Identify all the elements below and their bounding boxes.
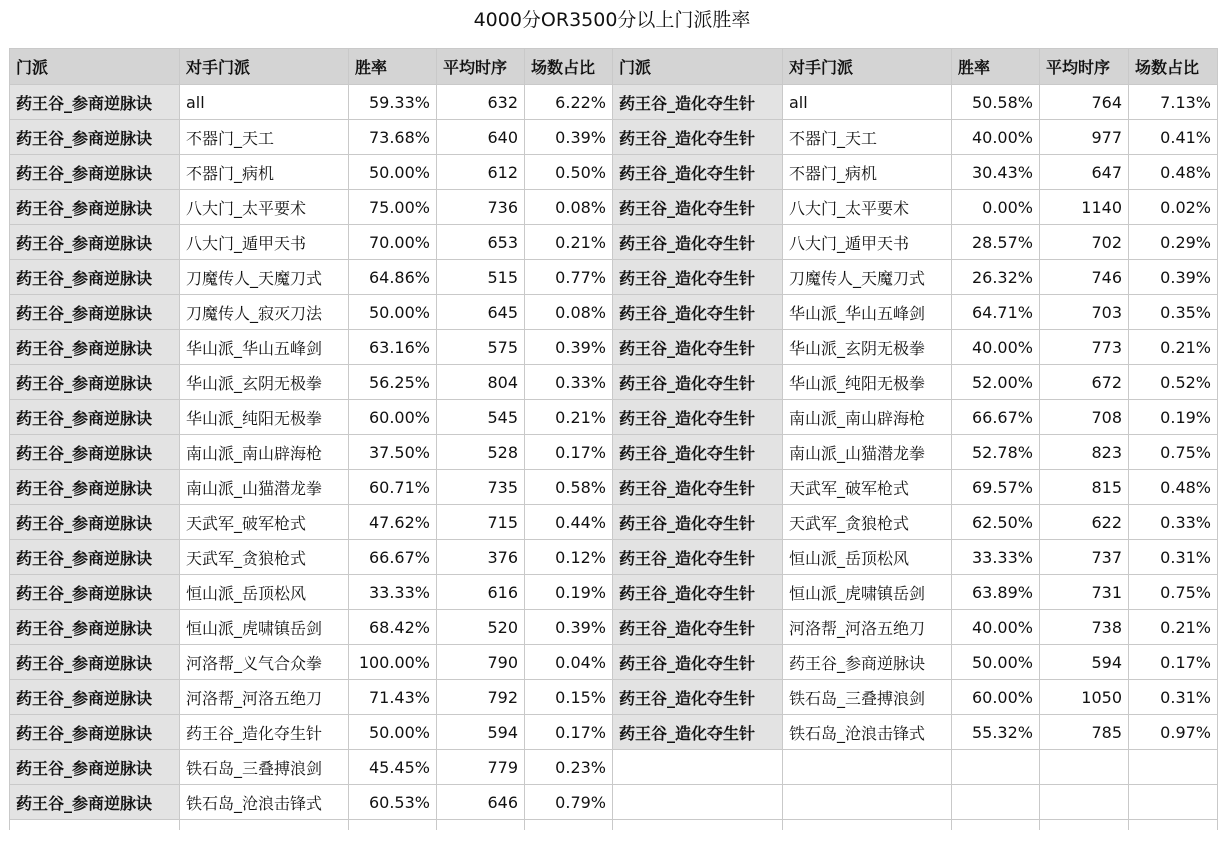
opponent-cell: 华山派_华山五峰剑 [180,330,349,365]
table-row [10,120,1218,155]
table-row [10,540,1218,575]
sect-cell: 药王谷_参商逆脉诀 [10,505,180,540]
share-cell: 0.75% [1129,575,1218,610]
avg-time-cell: 622 [1040,505,1129,540]
table-row [10,680,1218,715]
win-rate-cell: 37.50% [349,435,437,470]
win-rate-cell: 60.71% [349,470,437,505]
sect-cell: 药王谷_造化夺生针 [613,610,783,645]
avg-time-cell: 528 [437,435,525,470]
sect-cell: 药王谷_参商逆脉诀 [10,260,180,295]
table-row [10,435,1218,470]
table-row [10,260,1218,295]
win-rate-cell: 50.00% [952,645,1040,680]
avg-time-cell: 738 [1040,610,1129,645]
win-rate-cell: 66.67% [349,540,437,575]
opponent-cell: 铁石岛_沧浪击锋式 [180,785,349,820]
sect-cell: 药王谷_造化夺生针 [613,575,783,610]
avg-time-cell: 792 [437,680,525,715]
share-cell: 0.79% [525,785,613,820]
empty-cell [180,820,349,830]
sect-cell: 药王谷_参商逆脉诀 [10,470,180,505]
win-rate-cell: 30.43% [952,155,1040,190]
opponent-cell: 恒山派_岳顶松风 [180,575,349,610]
opponent-cell: 天武军_破军枪式 [180,505,349,540]
avg-time-cell: 646 [437,785,525,820]
avg-time-cell: 746 [1040,260,1129,295]
sect-cell: 药王谷_参商逆脉诀 [10,85,180,120]
opponent-cell: 南山派_山猫潜龙拳 [783,435,952,470]
header-avg-time: 平均时序 [1040,49,1129,85]
empty-cell [1129,750,1218,785]
avg-time-cell: 977 [1040,120,1129,155]
opponent-cell: 恒山派_虎啸镇岳剑 [180,610,349,645]
empty-cell [952,820,1040,830]
opponent-cell: 河洛帮_河洛五绝刀 [783,610,952,645]
avg-time-cell: 640 [437,120,525,155]
avg-time-cell: 645 [437,295,525,330]
opponent-cell: all [180,85,349,120]
share-cell: 0.33% [525,365,613,400]
sect-cell: 药王谷_造化夺生针 [613,295,783,330]
share-cell: 0.19% [525,575,613,610]
share-cell: 0.21% [525,400,613,435]
empty-cell [783,785,952,820]
avg-time-cell: 653 [437,225,525,260]
avg-time-cell: 735 [437,470,525,505]
empty-cell [1129,820,1218,830]
share-cell: 0.48% [1129,470,1218,505]
avg-time-cell: 779 [437,750,525,785]
avg-time-cell: 647 [1040,155,1129,190]
empty-cell [952,785,1040,820]
sect-cell: 药王谷_参商逆脉诀 [10,400,180,435]
opponent-cell: 不器门_天工 [783,120,952,155]
sect-cell: 药王谷_参商逆脉诀 [10,190,180,225]
share-cell: 0.77% [525,260,613,295]
opponent-cell: 南山派_南山辟海枪 [783,400,952,435]
sect-cell: 药王谷_造化夺生针 [613,540,783,575]
share-cell: 0.29% [1129,225,1218,260]
win-rate-cell: 63.89% [952,575,1040,610]
opponent-cell: 华山派_纯阳无极拳 [783,365,952,400]
share-cell: 0.04% [525,645,613,680]
sect-cell: 药王谷_造化夺生针 [613,715,783,750]
win-rate-cell: 60.53% [349,785,437,820]
share-cell: 0.39% [525,330,613,365]
table-row [10,505,1218,540]
sect-cell: 药王谷_参商逆脉诀 [10,645,180,680]
share-cell: 7.13% [1129,85,1218,120]
sect-cell: 药王谷_参商逆脉诀 [10,715,180,750]
opponent-cell: 铁石岛_三叠搏浪剑 [180,750,349,785]
opponent-cell: 八大门_太平要术 [783,190,952,225]
avg-time-cell: 672 [1040,365,1129,400]
opponent-cell: 河洛帮_河洛五绝刀 [180,680,349,715]
avg-time-cell: 764 [1040,85,1129,120]
sect-cell: 药王谷_参商逆脉诀 [10,540,180,575]
share-cell: 0.19% [1129,400,1218,435]
win-rate-table [9,48,1218,830]
avg-time-cell: 612 [437,155,525,190]
avg-time-cell: 594 [437,715,525,750]
sect-cell: 药王谷_参商逆脉诀 [10,120,180,155]
sect-cell: 药王谷_参商逆脉诀 [10,330,180,365]
win-rate-cell: 28.57% [952,225,1040,260]
avg-time-cell: 804 [437,365,525,400]
empty-cell [1129,785,1218,820]
win-rate-cell: 50.00% [349,295,437,330]
share-cell: 0.58% [525,470,613,505]
sect-cell: 药王谷_造化夺生针 [613,365,783,400]
sect-cell: 药王谷_造化夺生针 [613,85,783,120]
header-win-rate: 胜率 [349,49,437,85]
avg-time-cell: 1140 [1040,190,1129,225]
share-cell: 0.35% [1129,295,1218,330]
sect-cell: 药王谷_参商逆脉诀 [10,575,180,610]
win-rate-cell: 63.16% [349,330,437,365]
sect-cell: 药王谷_造化夺生针 [613,400,783,435]
empty-cell [525,820,613,830]
opponent-cell: 铁石岛_三叠搏浪剑 [783,680,952,715]
opponent-cell: 刀魔传人_天魔刀式 [783,260,952,295]
sect-cell: 药王谷_造化夺生针 [613,225,783,260]
avg-time-cell: 736 [437,190,525,225]
win-rate-cell: 50.00% [349,155,437,190]
avg-time-cell: 715 [437,505,525,540]
opponent-cell: 药王谷_参商逆脉诀 [783,645,952,680]
win-rate-cell: 52.78% [952,435,1040,470]
table-row [10,400,1218,435]
empty-cell [10,820,180,830]
share-cell: 0.21% [525,225,613,260]
share-cell: 0.41% [1129,120,1218,155]
share-cell: 0.39% [1129,260,1218,295]
avg-time-cell: 376 [437,540,525,575]
win-rate-cell: 64.86% [349,260,437,295]
empty-cell [1040,750,1129,785]
header-row [10,49,1218,85]
sect-cell: 药王谷_造化夺生针 [613,505,783,540]
win-rate-cell: 50.58% [952,85,1040,120]
share-cell: 0.50% [525,155,613,190]
page-title: 4000分OR3500分以上门派胜率 [473,9,751,31]
win-rate-cell: 40.00% [952,610,1040,645]
opponent-cell: 刀魔传人_寂灭刀法 [180,295,349,330]
win-rate-cell: 69.57% [952,470,1040,505]
share-cell: 6.22% [525,85,613,120]
share-cell: 0.97% [1129,715,1218,750]
empty-cell [1040,785,1129,820]
win-rate-cell: 26.32% [952,260,1040,295]
opponent-cell: 刀魔传人_天魔刀式 [180,260,349,295]
header-share: 场数占比 [525,49,613,85]
opponent-cell: 八大门_太平要术 [180,190,349,225]
opponent-cell: 不器门_病机 [180,155,349,190]
sect-cell: 药王谷_参商逆脉诀 [10,680,180,715]
opponent-cell: 华山派_华山五峰剑 [783,295,952,330]
empty-cell [783,820,952,830]
sect-cell: 药王谷_参商逆脉诀 [10,365,180,400]
table-row [10,225,1218,260]
table-row [10,365,1218,400]
share-cell: 0.12% [525,540,613,575]
table-row [10,330,1218,365]
table-row [10,190,1218,225]
win-rate-cell: 56.25% [349,365,437,400]
opponent-cell: 南山派_南山辟海枪 [180,435,349,470]
header-sect: 门派 [613,49,783,85]
share-cell: 0.48% [1129,155,1218,190]
win-rate-cell: 75.00% [349,190,437,225]
sect-cell: 药王谷_造化夺生针 [613,435,783,470]
opponent-cell: 恒山派_虎啸镇岳剑 [783,575,952,610]
win-rate-cell: 59.33% [349,85,437,120]
avg-time-cell: 703 [1040,295,1129,330]
table-row-partial [10,820,1218,830]
share-cell: 0.08% [525,295,613,330]
sect-cell: 药王谷_参商逆脉诀 [10,750,180,785]
sect-cell: 药王谷_造化夺生针 [613,155,783,190]
table-row [10,295,1218,330]
avg-time-cell: 790 [437,645,525,680]
win-rate-cell: 33.33% [952,540,1040,575]
avg-time-cell: 773 [1040,330,1129,365]
opponent-cell: 不器门_病机 [783,155,952,190]
empty-cell [613,750,783,785]
share-cell: 0.31% [1129,680,1218,715]
empty-cell [613,820,783,830]
share-cell: 0.21% [1129,330,1218,365]
opponent-cell: 八大门_遁甲天书 [783,225,952,260]
avg-time-cell: 632 [437,85,525,120]
empty-cell [952,750,1040,785]
empty-cell [437,820,525,830]
win-rate-cell: 40.00% [952,330,1040,365]
share-cell: 0.39% [525,610,613,645]
win-rate-cell: 64.71% [952,295,1040,330]
share-cell: 0.52% [1129,365,1218,400]
empty-cell [349,820,437,830]
share-cell: 0.08% [525,190,613,225]
avg-time-cell: 515 [437,260,525,295]
win-rate-cell: 71.43% [349,680,437,715]
sect-cell: 药王谷_造化夺生针 [613,330,783,365]
opponent-cell: 天武军_破军枪式 [783,470,952,505]
win-rate-cell: 33.33% [349,575,437,610]
header-opponent: 对手门派 [783,49,952,85]
opponent-cell: 河洛帮_义气合众拳 [180,645,349,680]
win-rate-cell: 45.45% [349,750,437,785]
win-rate-cell: 55.32% [952,715,1040,750]
win-rate-cell: 100.00% [349,645,437,680]
sect-cell: 药王谷_参商逆脉诀 [10,295,180,330]
table-row [10,85,1218,120]
empty-cell [1040,820,1129,830]
table-body [10,85,1218,830]
sect-cell: 药王谷_参商逆脉诀 [10,155,180,190]
table-row [10,575,1218,610]
win-rate-cell: 50.00% [349,715,437,750]
avg-time-cell: 545 [437,400,525,435]
win-rate-cell: 66.67% [952,400,1040,435]
avg-time-cell: 737 [1040,540,1129,575]
table-row [10,610,1218,645]
avg-time-cell: 731 [1040,575,1129,610]
win-rate-cell: 40.00% [952,120,1040,155]
share-cell: 0.15% [525,680,613,715]
table-row [10,785,1218,820]
win-rate-cell: 73.68% [349,120,437,155]
opponent-cell: 八大门_遁甲天书 [180,225,349,260]
opponent-cell: 华山派_玄阴无极拳 [180,365,349,400]
opponent-cell: 药王谷_造化夺生针 [180,715,349,750]
table-row [10,645,1218,680]
header-sect: 门派 [10,49,180,85]
sect-cell: 药王谷_参商逆脉诀 [10,610,180,645]
share-cell: 0.44% [525,505,613,540]
opponent-cell: 恒山派_岳顶松风 [783,540,952,575]
opponent-cell: all [783,85,952,120]
share-cell: 0.31% [1129,540,1218,575]
share-cell: 0.17% [525,435,613,470]
share-cell: 0.23% [525,750,613,785]
share-cell: 0.33% [1129,505,1218,540]
header-win-rate: 胜率 [952,49,1040,85]
share-cell: 0.17% [525,715,613,750]
opponent-cell: 天武军_贪狼枪式 [783,505,952,540]
win-rate-cell: 70.00% [349,225,437,260]
table-row [10,750,1218,785]
table-row [10,155,1218,190]
avg-time-cell: 1050 [1040,680,1129,715]
avg-time-cell: 702 [1040,225,1129,260]
opponent-cell: 华山派_玄阴无极拳 [783,330,952,365]
share-cell: 0.39% [525,120,613,155]
avg-time-cell: 594 [1040,645,1129,680]
opponent-cell: 华山派_纯阳无极拳 [180,400,349,435]
avg-time-cell: 616 [437,575,525,610]
avg-time-cell: 575 [437,330,525,365]
share-cell: 0.02% [1129,190,1218,225]
opponent-cell: 不器门_天工 [180,120,349,155]
table-row [10,715,1218,750]
sect-cell: 药王谷_造化夺生针 [613,645,783,680]
win-rate-cell: 68.42% [349,610,437,645]
header-opponent: 对手门派 [180,49,349,85]
win-rate-cell: 0.00% [952,190,1040,225]
opponent-cell: 天武军_贪狼枪式 [180,540,349,575]
sect-cell: 药王谷_造化夺生针 [613,120,783,155]
sect-cell: 药王谷_造化夺生针 [613,470,783,505]
avg-time-cell: 815 [1040,470,1129,505]
avg-time-cell: 785 [1040,715,1129,750]
sect-cell: 药王谷_造化夺生针 [613,680,783,715]
sect-cell: 药王谷_参商逆脉诀 [10,225,180,260]
opponent-cell: 铁石岛_沧浪击锋式 [783,715,952,750]
win-rate-cell: 62.50% [952,505,1040,540]
win-rate-cell: 60.00% [349,400,437,435]
win-rate-cell: 52.00% [952,365,1040,400]
table-row [10,470,1218,505]
avg-time-cell: 823 [1040,435,1129,470]
share-cell: 0.21% [1129,610,1218,645]
avg-time-cell: 708 [1040,400,1129,435]
avg-time-cell: 520 [437,610,525,645]
empty-cell [613,785,783,820]
sect-cell: 药王谷_造化夺生针 [613,190,783,225]
header-avg-time: 平均时序 [437,49,525,85]
opponent-cell: 南山派_山猫潜龙拳 [180,470,349,505]
win-rate-cell: 60.00% [952,680,1040,715]
empty-cell [783,750,952,785]
sect-cell: 药王谷_参商逆脉诀 [10,785,180,820]
share-cell: 0.17% [1129,645,1218,680]
sect-cell: 药王谷_参商逆脉诀 [10,435,180,470]
win-rate-cell: 47.62% [349,505,437,540]
share-cell: 0.75% [1129,435,1218,470]
sect-cell: 药王谷_造化夺生针 [613,260,783,295]
header-share: 场数占比 [1129,49,1218,85]
